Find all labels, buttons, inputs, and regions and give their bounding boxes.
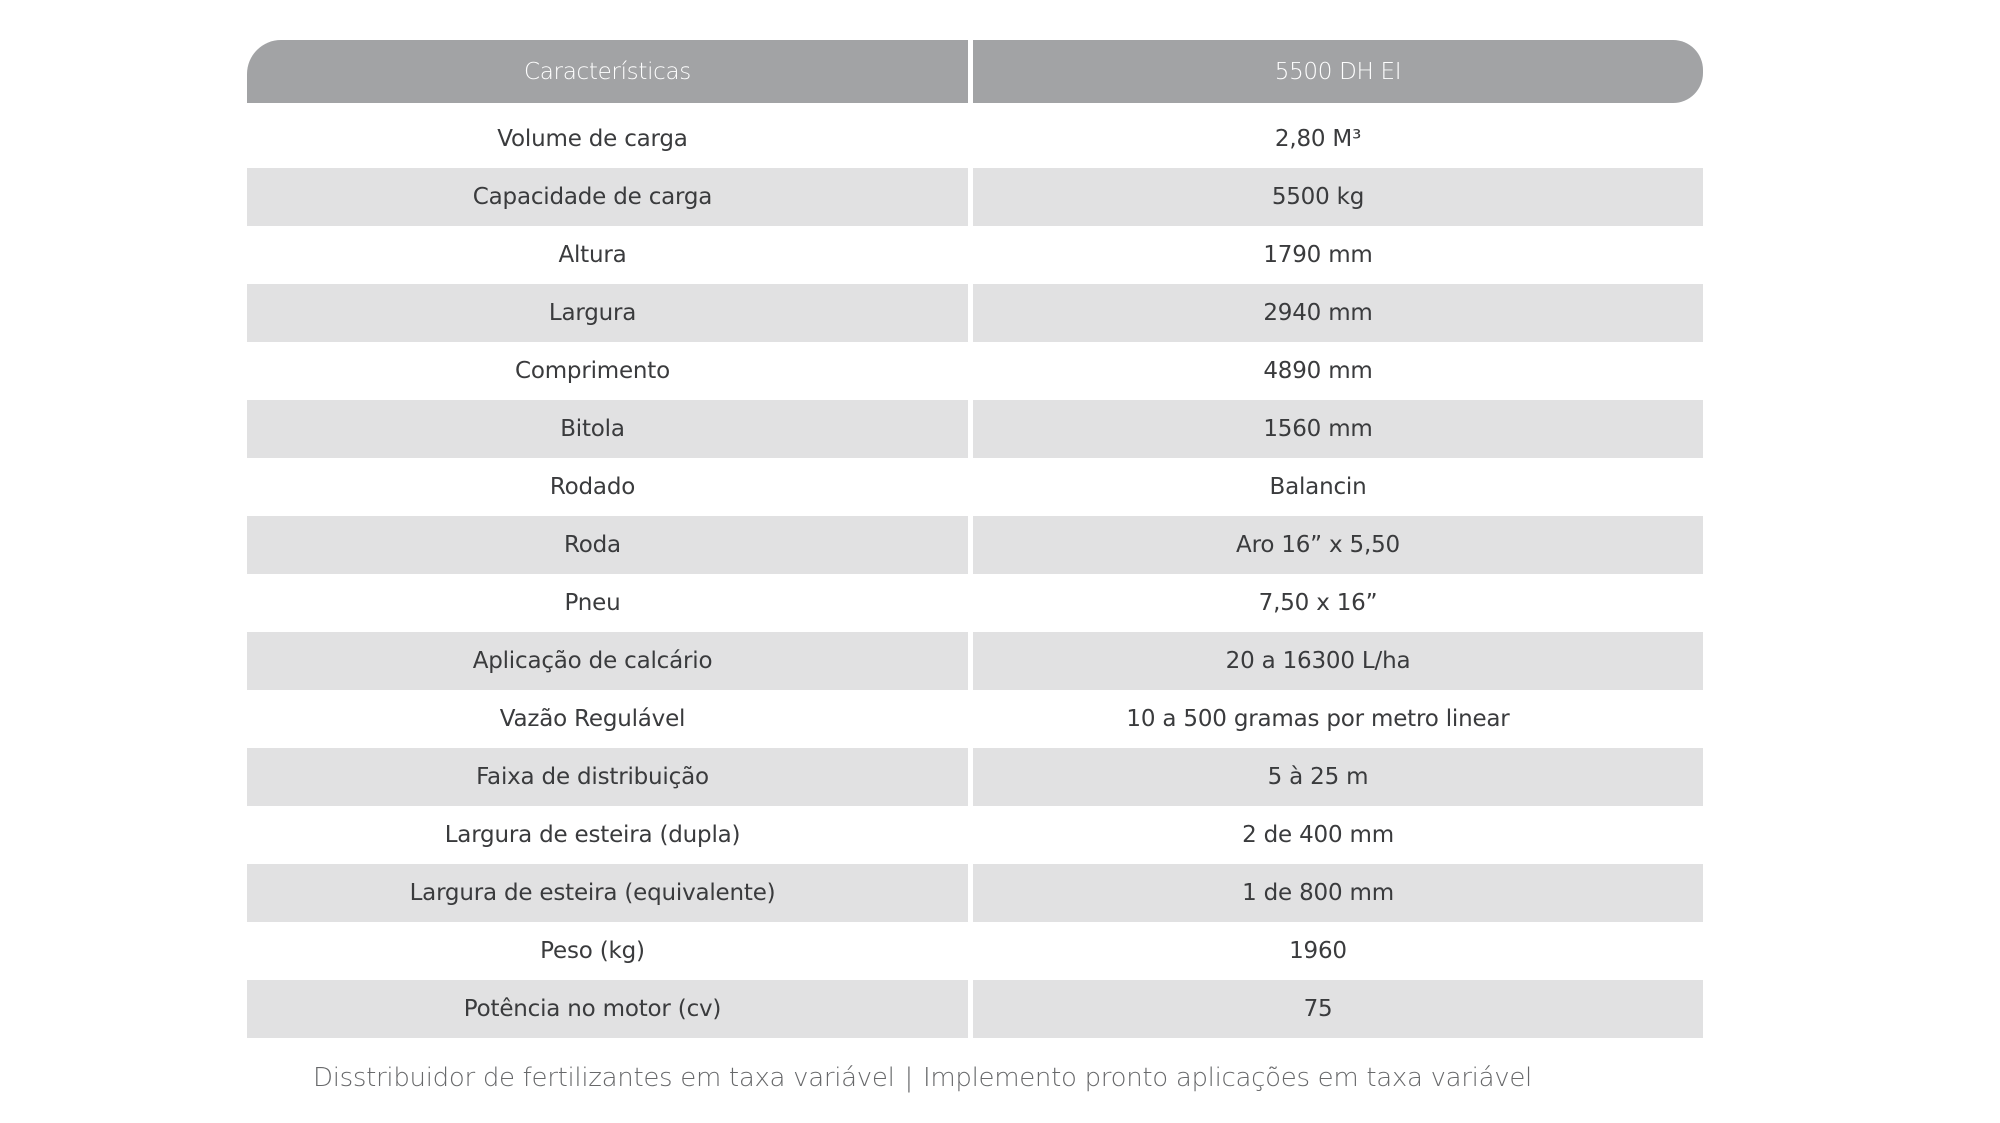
row-label: Bitola — [247, 400, 968, 458]
row-label: Pneu — [247, 574, 968, 632]
row-value: 2940 mm — [973, 284, 1703, 342]
row-value: 1790 mm — [973, 226, 1703, 284]
row-value: 2 de 400 mm — [973, 806, 1703, 864]
row-value: 5 à 25 m — [973, 748, 1703, 806]
row-label: Rodado — [247, 458, 968, 516]
row-label: Largura de esteira (equivalente) — [247, 864, 968, 922]
row-label: Aplicação de calcário — [247, 632, 968, 690]
row-label: Potência no motor (cv) — [247, 980, 968, 1038]
table-row — [247, 458, 1703, 516]
footer-right-text: Implemento pronto aplicações em taxa variável — [922, 1063, 1532, 1093]
header-model: 5500 DH EI — [973, 40, 1703, 103]
row-value: 1960 — [973, 922, 1703, 980]
table-row — [247, 342, 1703, 400]
table-row — [247, 980, 1703, 1038]
row-value: 20 a 16300 L/ha — [973, 632, 1703, 690]
row-value: Balancin — [973, 458, 1703, 516]
row-value: 5500 kg — [973, 168, 1703, 226]
row-label: Altura — [247, 226, 968, 284]
row-value: 75 — [973, 980, 1703, 1038]
row-label: Largura — [247, 284, 968, 342]
row-label: Volume de carga — [247, 110, 968, 168]
table-row — [247, 922, 1703, 980]
table-body — [247, 110, 1703, 1038]
row-value: Aro 16” x 5,50 — [973, 516, 1703, 574]
table-row — [247, 632, 1703, 690]
footer-left-text: Disstribuidor de fertilizantes em taxa variável — [313, 1063, 895, 1093]
row-label: Capacidade de carga — [247, 168, 968, 226]
footer-caption — [313, 1063, 1532, 1093]
table-row — [247, 168, 1703, 226]
row-value: 7,50 x 16” — [973, 574, 1703, 632]
footer-separator: | — [904, 1063, 913, 1093]
table-row — [247, 690, 1703, 748]
row-value: 1560 mm — [973, 400, 1703, 458]
table-header — [247, 40, 1703, 103]
table-row — [247, 400, 1703, 458]
row-label: Peso (kg) — [247, 922, 968, 980]
row-value: 2,80 M³ — [973, 110, 1703, 168]
header-characteristics: Características — [247, 40, 968, 103]
row-label: Vazão Regulável — [247, 690, 968, 748]
table-row — [247, 864, 1703, 922]
table-row — [247, 806, 1703, 864]
table-row — [247, 574, 1703, 632]
row-value: 1 de 800 mm — [973, 864, 1703, 922]
table-row — [247, 110, 1703, 168]
row-label: Largura de esteira (dupla) — [247, 806, 968, 864]
row-label: Roda — [247, 516, 968, 574]
row-label: Faixa de distribuição — [247, 748, 968, 806]
row-label: Comprimento — [247, 342, 968, 400]
table-row — [247, 284, 1703, 342]
spec-table — [247, 40, 1703, 1038]
row-value: 4890 mm — [973, 342, 1703, 400]
table-row — [247, 226, 1703, 284]
row-value: 10 a 500 gramas por metro linear — [973, 690, 1703, 748]
table-row — [247, 748, 1703, 806]
table-row — [247, 516, 1703, 574]
